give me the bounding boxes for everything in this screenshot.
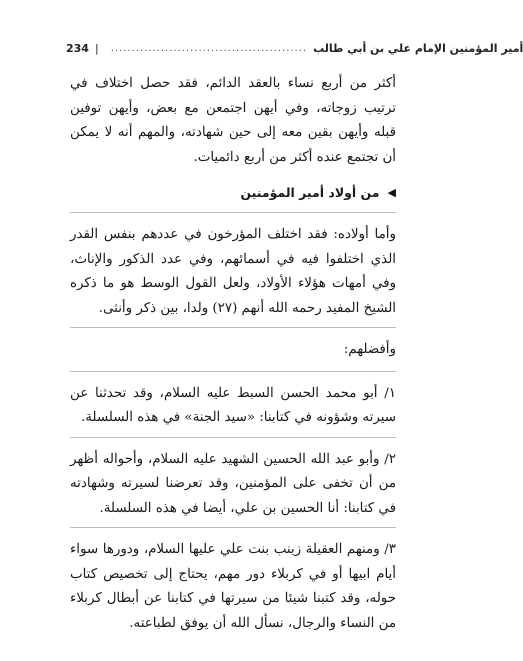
section-heading bbox=[70, 182, 396, 204]
triangle-left-icon: ◀ bbox=[387, 186, 396, 199]
page-number: 234 bbox=[66, 41, 89, 55]
header-separator: | bbox=[94, 41, 99, 55]
page-body bbox=[70, 72, 396, 636]
paragraph-intro: أكثر من أربع نساء بالعقد الدائم، فقد حصل اختلاف في ترتيب زوجاته، وفي أيهن اجتمعن مع بعض، وأيهن توفين قبله وأيهن بقين معه إلى حين شهادته، والمهم أنه لا يمكن أن تجتمع عنده أكثر من أربع دائميات. bbox=[70, 76, 396, 165]
divider bbox=[70, 371, 396, 372]
section-heading-text: من أولاد أمير المؤمنين bbox=[240, 185, 380, 200]
divider bbox=[70, 527, 396, 528]
running-header bbox=[66, 38, 523, 58]
list-item-1: ١/ أبو محمد الحسن السبط عليه السلام، وقد تحدثنا عن سيرته وشؤونه في كتابنا: «سيد الجنة» في هذه السلسلة. bbox=[70, 385, 396, 425]
paragraph-children: وأما أولاده: فقد اختلف المؤرخون في عددهم بنفس القدر الذي اختلفوا فيه في أسمائهم، وفي عدد الذكور والإناث، وفي أمهات هؤلاء الأولاد، ولعل القول الوسط هو ما ذكره الشيخ المفيد رحمه الله أنهم (٢٧) ولدا، بين ذكر وأنثى. bbox=[70, 227, 396, 316]
header-leader-dots: ............................................... bbox=[110, 42, 308, 54]
divider bbox=[70, 437, 396, 438]
list-item-3: ٣/ ومنهم العقيلة زينب بنت علي عليها السلام، ودورها سواء أيام ابيها أو في كربلاء دور مهم، يحتاج إلى تخصيص كتاب حوله، وقد كتبنا شيئا من سيرتها في كتابنا عن أبطال كربلاء من النساء والرجال، نسأل الله أن يوفق لطباعته. bbox=[70, 542, 396, 631]
header-book-title: أمير المؤمنين الإمام علي بن أبي طالب bbox=[313, 41, 523, 55]
divider bbox=[70, 212, 396, 213]
paragraph-best: وأفضلهم: bbox=[343, 342, 396, 357]
divider bbox=[70, 327, 396, 328]
list-item-2: ٢/ وأبو عبد الله الحسين الشهيد عليه السلام، وأحواله أظهر من أن تخفى على المؤمنين، وقد تعرضنا لسيرته وشهادته في كتابنا: أنا الحسين بن علي، أيضا في هذه السلسلة. bbox=[70, 451, 396, 516]
